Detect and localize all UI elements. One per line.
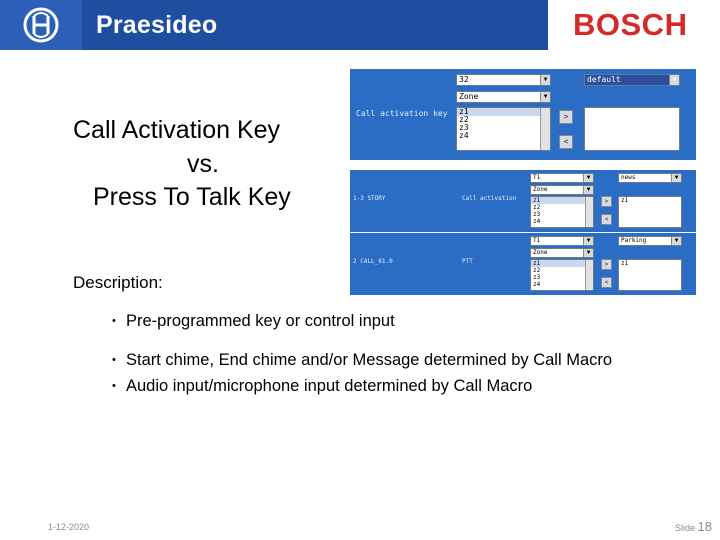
- panel2-dropdown-c[interactable]: news ▼: [618, 173, 682, 183]
- list-item[interactable]: z4: [533, 218, 541, 225]
- screenshot-panel-call-macro-2: [350, 233, 696, 295]
- scrollbar[interactable]: [585, 197, 593, 227]
- list-item[interactable]: z3: [533, 274, 541, 281]
- slide-label: Slide: [675, 523, 696, 533]
- bullet-text: Start chime, End chime and/or Message determined by Call Macro: [126, 351, 613, 369]
- company-wordmark: BOSCH: [573, 7, 688, 42]
- panel2-label-mid: Call activation: [462, 195, 517, 202]
- list-item[interactable]: z2: [533, 267, 541, 274]
- footer-date: 1-12-2020: [48, 522, 90, 532]
- list-item[interactable]: z2: [533, 204, 541, 211]
- panel3-selected-zones[interactable]: [618, 259, 682, 291]
- panel2-dropdown-a[interactable]: T1 ▼: [530, 173, 594, 183]
- bullet-item: [112, 377, 532, 396]
- add-zone-button[interactable]: >: [601, 259, 612, 270]
- add-zone-button[interactable]: >: [601, 196, 612, 207]
- add-zone-button[interactable]: >: [559, 110, 573, 124]
- panel1-label: Call activation key: [356, 109, 448, 118]
- panel2-label-left: 1-3 STORY: [353, 195, 386, 202]
- panel3-label-mid: PTT: [462, 258, 473, 265]
- bullet-item: [112, 312, 395, 331]
- panel1-dropdown-default[interactable]: default ▼: [584, 74, 680, 86]
- bullet-dot-icon: •: [112, 354, 116, 366]
- bullet-item: [112, 351, 612, 370]
- company-logo-box: [548, 0, 720, 50]
- list-item[interactable]: z3: [459, 123, 469, 132]
- footer-slide-number: [675, 519, 712, 534]
- screenshot-panel-call-macro-1: [350, 170, 696, 232]
- list-item[interactable]: z3: [533, 211, 541, 218]
- panel3-zone-list[interactable]: [530, 259, 594, 291]
- panel2-selected-zones[interactable]: [618, 196, 682, 228]
- title-line-1: Call Activation Key: [73, 116, 281, 144]
- bullet-text: Audio input/microphone input determined by Call Macro: [126, 377, 533, 395]
- bullet-dot-icon: •: [112, 315, 116, 327]
- brand-title: Praesideo: [96, 11, 218, 39]
- list-item[interactable]: z4: [533, 281, 541, 288]
- panel2-dropdown-zone[interactable]: Zone ▼: [530, 185, 594, 195]
- panel3-dropdown-zone[interactable]: Zone ▼: [530, 248, 594, 258]
- header-bar: [0, 0, 720, 50]
- screenshot-panel-call-activation: [350, 69, 696, 160]
- bosch-armature-icon: [21, 6, 61, 44]
- remove-zone-button[interactable]: <: [601, 277, 612, 288]
- list-item[interactable]: z1: [531, 197, 593, 204]
- bullet-dot-icon: •: [112, 380, 116, 392]
- list-item[interactable]: z4: [459, 131, 469, 140]
- panel3-dropdown-a[interactable]: T1 ▼: [530, 236, 594, 246]
- list-item[interactable]: z2: [459, 115, 469, 124]
- scrollbar[interactable]: [585, 260, 593, 290]
- remove-zone-button[interactable]: <: [601, 214, 612, 225]
- list-item[interactable]: z1: [531, 260, 593, 267]
- description-label: Description:: [73, 273, 163, 292]
- panel3-dropdown-c[interactable]: Parking ▼: [618, 236, 682, 246]
- title-line-3: Press To Talk Key: [93, 183, 291, 211]
- selected-zone[interactable]: z1: [621, 260, 629, 267]
- remove-zone-button[interactable]: <: [559, 135, 573, 149]
- scrollbar[interactable]: [540, 108, 550, 150]
- slide-number: 18: [697, 519, 712, 534]
- panel3-label-left: 2 CALL_01.0: [353, 258, 393, 265]
- panel1-zone-list[interactable]: [456, 107, 551, 151]
- selected-zone[interactable]: z1: [621, 197, 629, 204]
- panel1-dropdown-top[interactable]: 32 ▼: [456, 74, 551, 86]
- panel1-selected-zones[interactable]: [584, 107, 680, 151]
- panel2-zone-list[interactable]: [530, 196, 594, 228]
- bullet-text: Pre-programmed key or control input: [126, 312, 395, 330]
- logo-box: [0, 0, 82, 50]
- panel1-dropdown-zone[interactable]: Zone ▼: [456, 91, 551, 103]
- list-item[interactable]: z1: [457, 108, 550, 116]
- title-line-2: vs.: [187, 150, 219, 178]
